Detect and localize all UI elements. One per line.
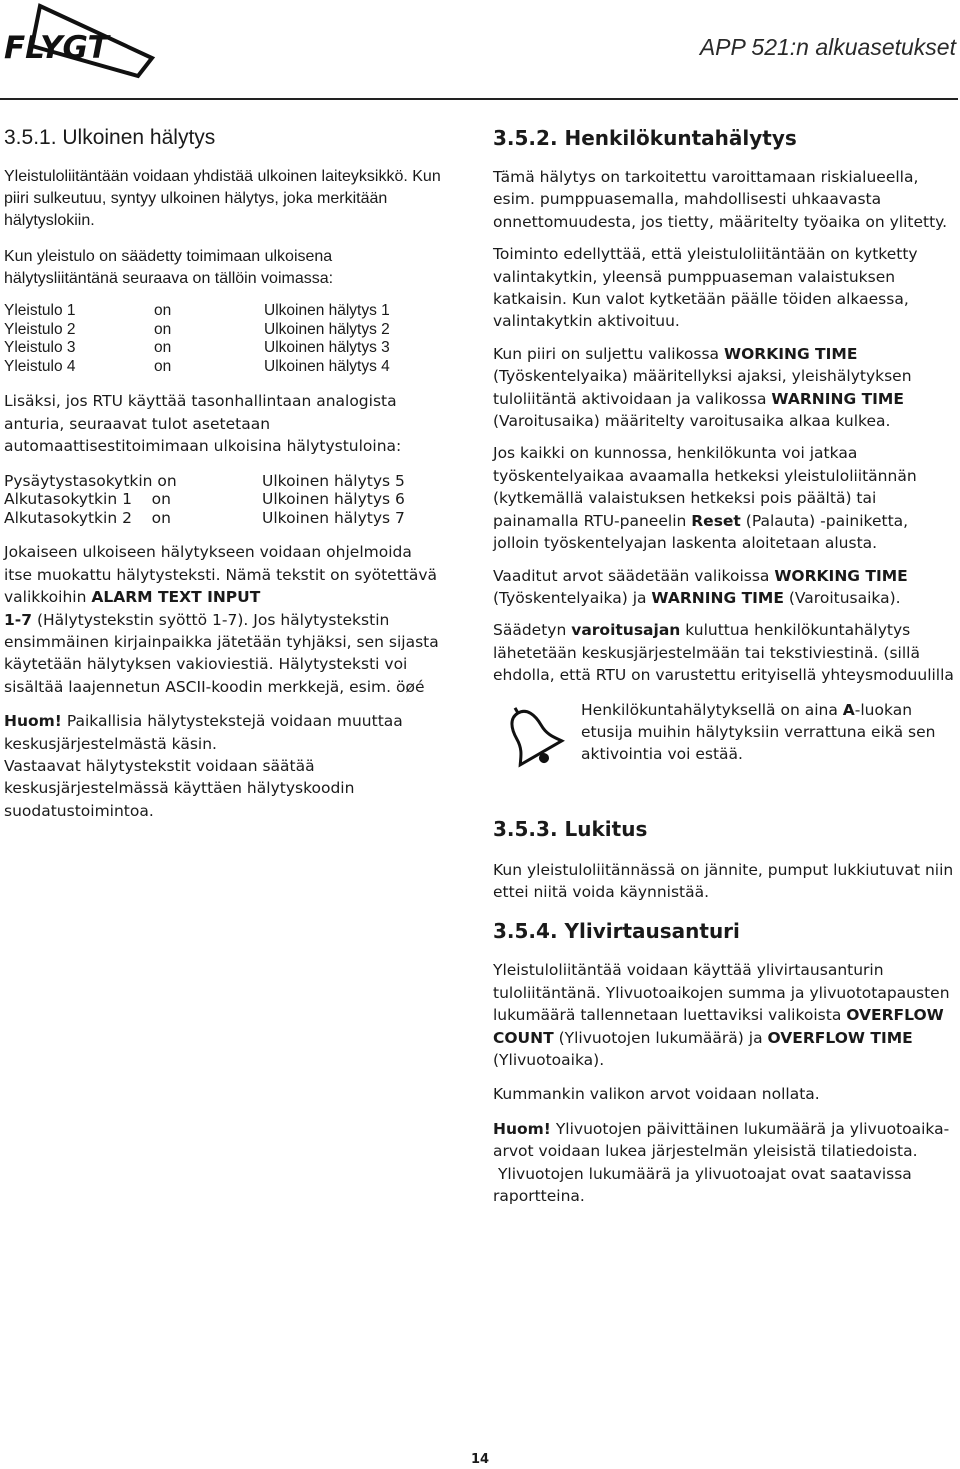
paragraph: Kun yleistulo on säädetty toimimaan ulkoisena hälytysliitäntänä seuraava on tällöin voimassa: — [4, 248, 334, 287]
sensor-mapping-table — [4, 472, 444, 528]
section-heading-external-alarm: 3.5.1. Ulkoinen hälytys — [4, 126, 216, 149]
header-divider — [0, 98, 958, 100]
paragraph: Yleistuloliitäntään voidaan yhdistää ulkoinen laiteyksikkö. Kun piiri sulkeutuu, syntyy ulkoinen hälytys, joka merkitään hälytyslokiin. — [4, 168, 441, 229]
paragraph: Yleistuloliitäntää voidaan käyttää ylivirtausanturin tuloliitäntänä. Ylivuotoaikojen summa ja ylivuototapausten lukumäärä tallennetaan luettaviksi valikoista OVERFLOW COUNT (Ylivuotojen lukumäärä) ja OVERFLOW TIME (Ylivuotoaika). — [493, 961, 950, 1069]
paragraph: Kun yleistuloliitännässä on jännite, pumput lukkiutuvat niin ettei niitä voida käynnistää. — [493, 860, 954, 901]
left-column — [4, 126, 444, 822]
page-number: 14 — [470, 1452, 490, 1467]
paragraph: Kummankin valikon arvot voidaan nollata. — [493, 1085, 820, 1104]
brand-text: FLYGT — [4, 30, 109, 66]
table-row: Yleistulo 4 on Ulkoinen hälytys 4 — [4, 357, 390, 375]
paragraph: Tämä hälytys on tarkoitettu varoittamaan riskialueella, esim. pumppuasemalla, mahdollisesti uhkaavasta onnettomuudesta, jos tietty, määritelty työaika on ylitetty. — [493, 168, 948, 231]
flygt-logo — [2, 2, 162, 84]
paragraph: Henkilökuntahälytyksellä on aina A-luokan etusija muihin hälytyksiin verrattuna eikä sen aktivointia voi estää. — [581, 700, 936, 764]
section-heading-overflow-sensor: 3.5.4. Ylivirtausanturi — [493, 919, 740, 944]
paragraph: Lisäksi, jos RTU käyttää tasonhallintaan analogista anturia, seuraavat tulot asetetaan automaattisestitoimimaan ulkoisina hälytystuloina: — [4, 392, 402, 456]
paragraph: Jokaiseen ulkoiseen hälytykseen voidaan ohjelmoida itse muokattu hälytysteksti. Nämä tekstit on syötettävä valikkoihin ALARM TEXT INPUT 1-7 (Hälytystekstin syöttö 1-7). Jos hälytystekstin ensimmäinen kirjainpaikka jätetään tyhjäksi, sen sijasta käytetään hälytyksen vakioviestiä. Hälytysteksti voi sisältää laajennetun ASCII-koodin merkkejä, esim. öøé — [4, 543, 439, 696]
paragraph: Jos kaikki on kunnossa, henkilökunta voi jatkaa työskentelyaikaa avaamalla hetkeksi yleistuloliitännän (kytkemällä valaistuksen hetkeksi pois päältä) tai painamalla RTU-paneelin Reset (Palauta) -painiketta, jolloin työskentelyajan laskenta aloitetaan alusta. — [493, 444, 917, 553]
bell-icon — [493, 699, 573, 779]
section-heading-lock: 3.5.3. Lukitus — [493, 816, 648, 841]
right-column — [493, 126, 955, 1207]
table-row: Yleistulo 1 on Ulkoinen hälytys 1 — [4, 302, 390, 319]
paragraph: Kun piiri on suljettu valikossa WORKING TIME (Työskentelyaika) määritellyksi ajaksi, yleishälytyksen tuloliitäntä aktivoidaan ja valikossa WARNING TIME (Varoitusaika) määritelty varoitusaika alkaa kulkea. — [493, 344, 912, 431]
priority-note — [493, 699, 955, 779]
table-row: Alkutasokytkin 1 on Ulkoinen hälytys 6 — [4, 490, 405, 509]
table-row: Alkutasokytkin 2 on Ulkoinen hälytys 7 — [4, 508, 405, 527]
table-row: Yleistulo 2 on Ulkoinen hälytys 2 — [4, 320, 390, 338]
paragraph: Säädetyn varoitusajan kuluttua henkilökuntahälytys lähetetään keskusjärjestelmään tai tekstiviestinä. (sillä ehdolla, että RTU on varustettu erityisellä yhteysmoduulilla — [493, 621, 954, 685]
section-heading-personnel-alarm: 3.5.2. Henkilökuntahälytys — [493, 126, 797, 150]
paragraph: Huom! Ylivuotojen päivittäinen lukumäärä ja ylivuotoaika-arvot voidaan lukea järjestelmän yleisistä tilatiedoista. Ylivuotojen lukumäärä ja ylivuotoajat ovat saatavissa raportteina. — [493, 1119, 950, 1205]
paragraph: Toiminto edellyttää, että yleistuloliitäntään on kytketty valintakytkin, yleensä pumppuaseman valaistuksen katkaisin. Kun valot kytketään päälle töiden alkaessa, valintakytkin aktivoituu. — [493, 245, 918, 331]
page-header-title: APP 521:n alkuasetukset — [699, 34, 956, 60]
input-mapping-table — [4, 302, 444, 376]
paragraph: Huom! Paikallisia hälytystekstejä voidaan muuttaa keskusjärjestelmästä käsin. Vastaavat hälytystekstit voidaan säätää keskusjärjestelmässä käyttäen hälytyskoodin suodatustoimintoa. — [4, 712, 403, 820]
paragraph: Vaaditut arvot säädetään valikoissa WORKING TIME (Työskentelyaika) ja WARNING TIME (Varoitusaika). — [493, 566, 908, 607]
table-row: Yleistulo 3 on Ulkoinen hälytys 3 — [4, 339, 390, 357]
table-row: Pysäytystasokytkin on Ulkoinen hälytys 5 — [4, 471, 405, 490]
